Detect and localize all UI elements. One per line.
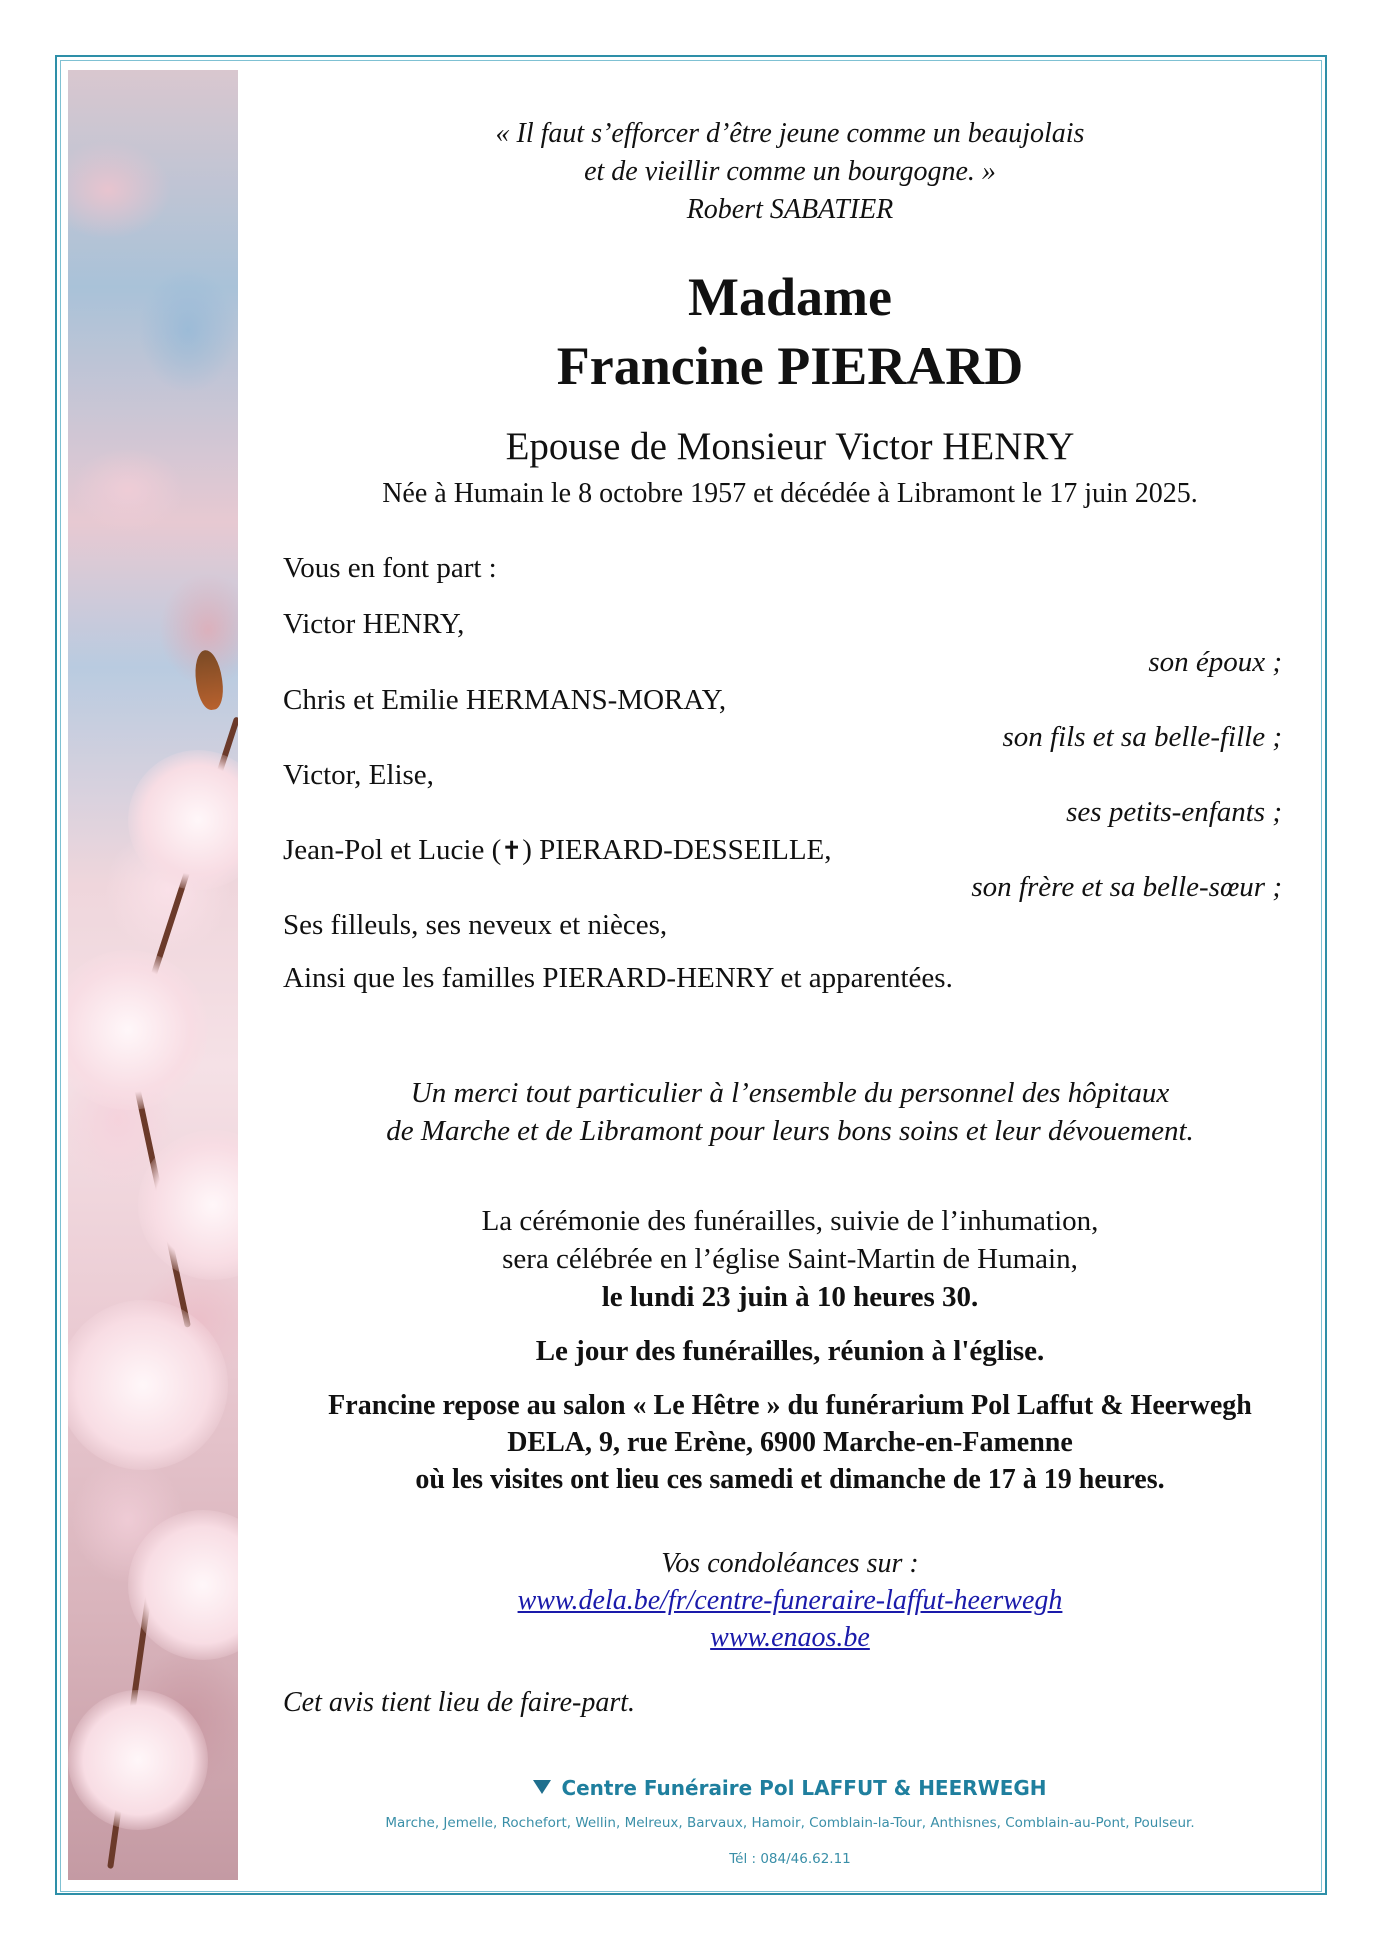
others-line-2: Ainsi que les familles PIERARD-HENRY et apparentées.	[283, 962, 953, 994]
condolences-link-enaos-wrap	[270, 1622, 1310, 1654]
footer-locations: Marche, Jemelle, Rochefort, Wellin, Melreux, Barvaux, Hamoir, Comblain-la-Tour, Anthisnes, Comblain-au-Pont, Poulseur.	[385, 1815, 1195, 1831]
visitation-line-1: Francine repose au salon « Le Hêtre » du funérarium Pol Laffut & Heerwegh	[328, 1390, 1252, 1421]
thanks-line-1: Un merci tout particulier à l’ensemble du personnel des hôpitaux	[410, 1077, 1170, 1109]
intro-line: Vous en font part :	[283, 552, 497, 584]
ceremony-date: le lundi 23 juin à 10 heures 30.	[601, 1281, 979, 1313]
family-member-relation: ses petits-enfants ;	[1066, 796, 1282, 828]
thanks-line-2: de Marche et de Libramont pour leurs bons soins et leur dévouement.	[386, 1115, 1194, 1147]
others-line-1: Ses filleuls, ses neveux et nièces,	[283, 909, 668, 941]
quote-line-1: « Il faut s’efforcer d’être jeune comme un beaujolais	[495, 118, 1085, 149]
dates-line: Née à Humain le 8 octobre 1957 et décédée à Libramont le 17 juin 2025.	[382, 478, 1198, 509]
condolences-link-dela-wrap	[270, 1585, 1310, 1617]
cherry-blossom-image	[68, 70, 238, 1880]
family-member-relation: son fils et sa belle-fille ;	[1002, 721, 1282, 753]
footer-company: Centre Funéraire Pol LAFFUT & HEERWEGH	[270, 1776, 1310, 1800]
deceased-name: Francine PIERARD	[556, 336, 1024, 396]
condolences-link-dela[interactable]: www.dela.be/fr/centre-funeraire-laffut-heerwegh	[517, 1585, 1063, 1616]
quote-author: Robert SABATIER	[686, 194, 894, 225]
quote-line-2: et de vieillir comme un bourgogne. »	[584, 156, 996, 187]
family-member-name: Chris et Emilie HERMANS-MORAY,	[283, 684, 727, 716]
ceremony-line-1: La cérémonie des funérailles, suivie de l’inhumation,	[481, 1205, 1099, 1237]
footer-phone: Tél : 084/46.62.11	[729, 1851, 851, 1867]
family-member-name: Victor, Elise,	[283, 759, 434, 791]
family-member-name: Victor HENRY,	[283, 608, 465, 640]
condolences-label: Vos condoléances sur :	[661, 1548, 919, 1579]
visitation-line-2: DELA, 9, rue Erène, 6900 Marche-en-Famenne	[507, 1427, 1073, 1458]
notice-line: Cet avis tient lieu de faire-part.	[283, 1687, 636, 1718]
family-member-relation: son frère et sa belle-sœur ;	[971, 871, 1282, 903]
deceased-title: Madame	[688, 267, 892, 327]
ceremony-meeting: Le jour des funérailles, réunion à l'église.	[535, 1335, 1045, 1367]
condolences-link-enaos[interactable]: www.enaos.be	[710, 1622, 870, 1653]
cross-icon: ✝	[501, 836, 523, 865]
triangle-down-icon	[533, 1780, 551, 1794]
family-member-relation: son époux ;	[1148, 646, 1282, 678]
family-member-name: Jean-Pol et Lucie (✝) PIERARD-DESSEILLE,	[283, 834, 832, 866]
spouse-line: Epouse de Monsieur Victor HENRY	[505, 425, 1075, 468]
visitation-line-3: où les visites ont lieu ces samedi et dimanche de 17 à 19 heures.	[415, 1464, 1165, 1495]
ceremony-line-2: sera célébrée en l’église Saint-Martin de Humain,	[502, 1243, 1078, 1275]
